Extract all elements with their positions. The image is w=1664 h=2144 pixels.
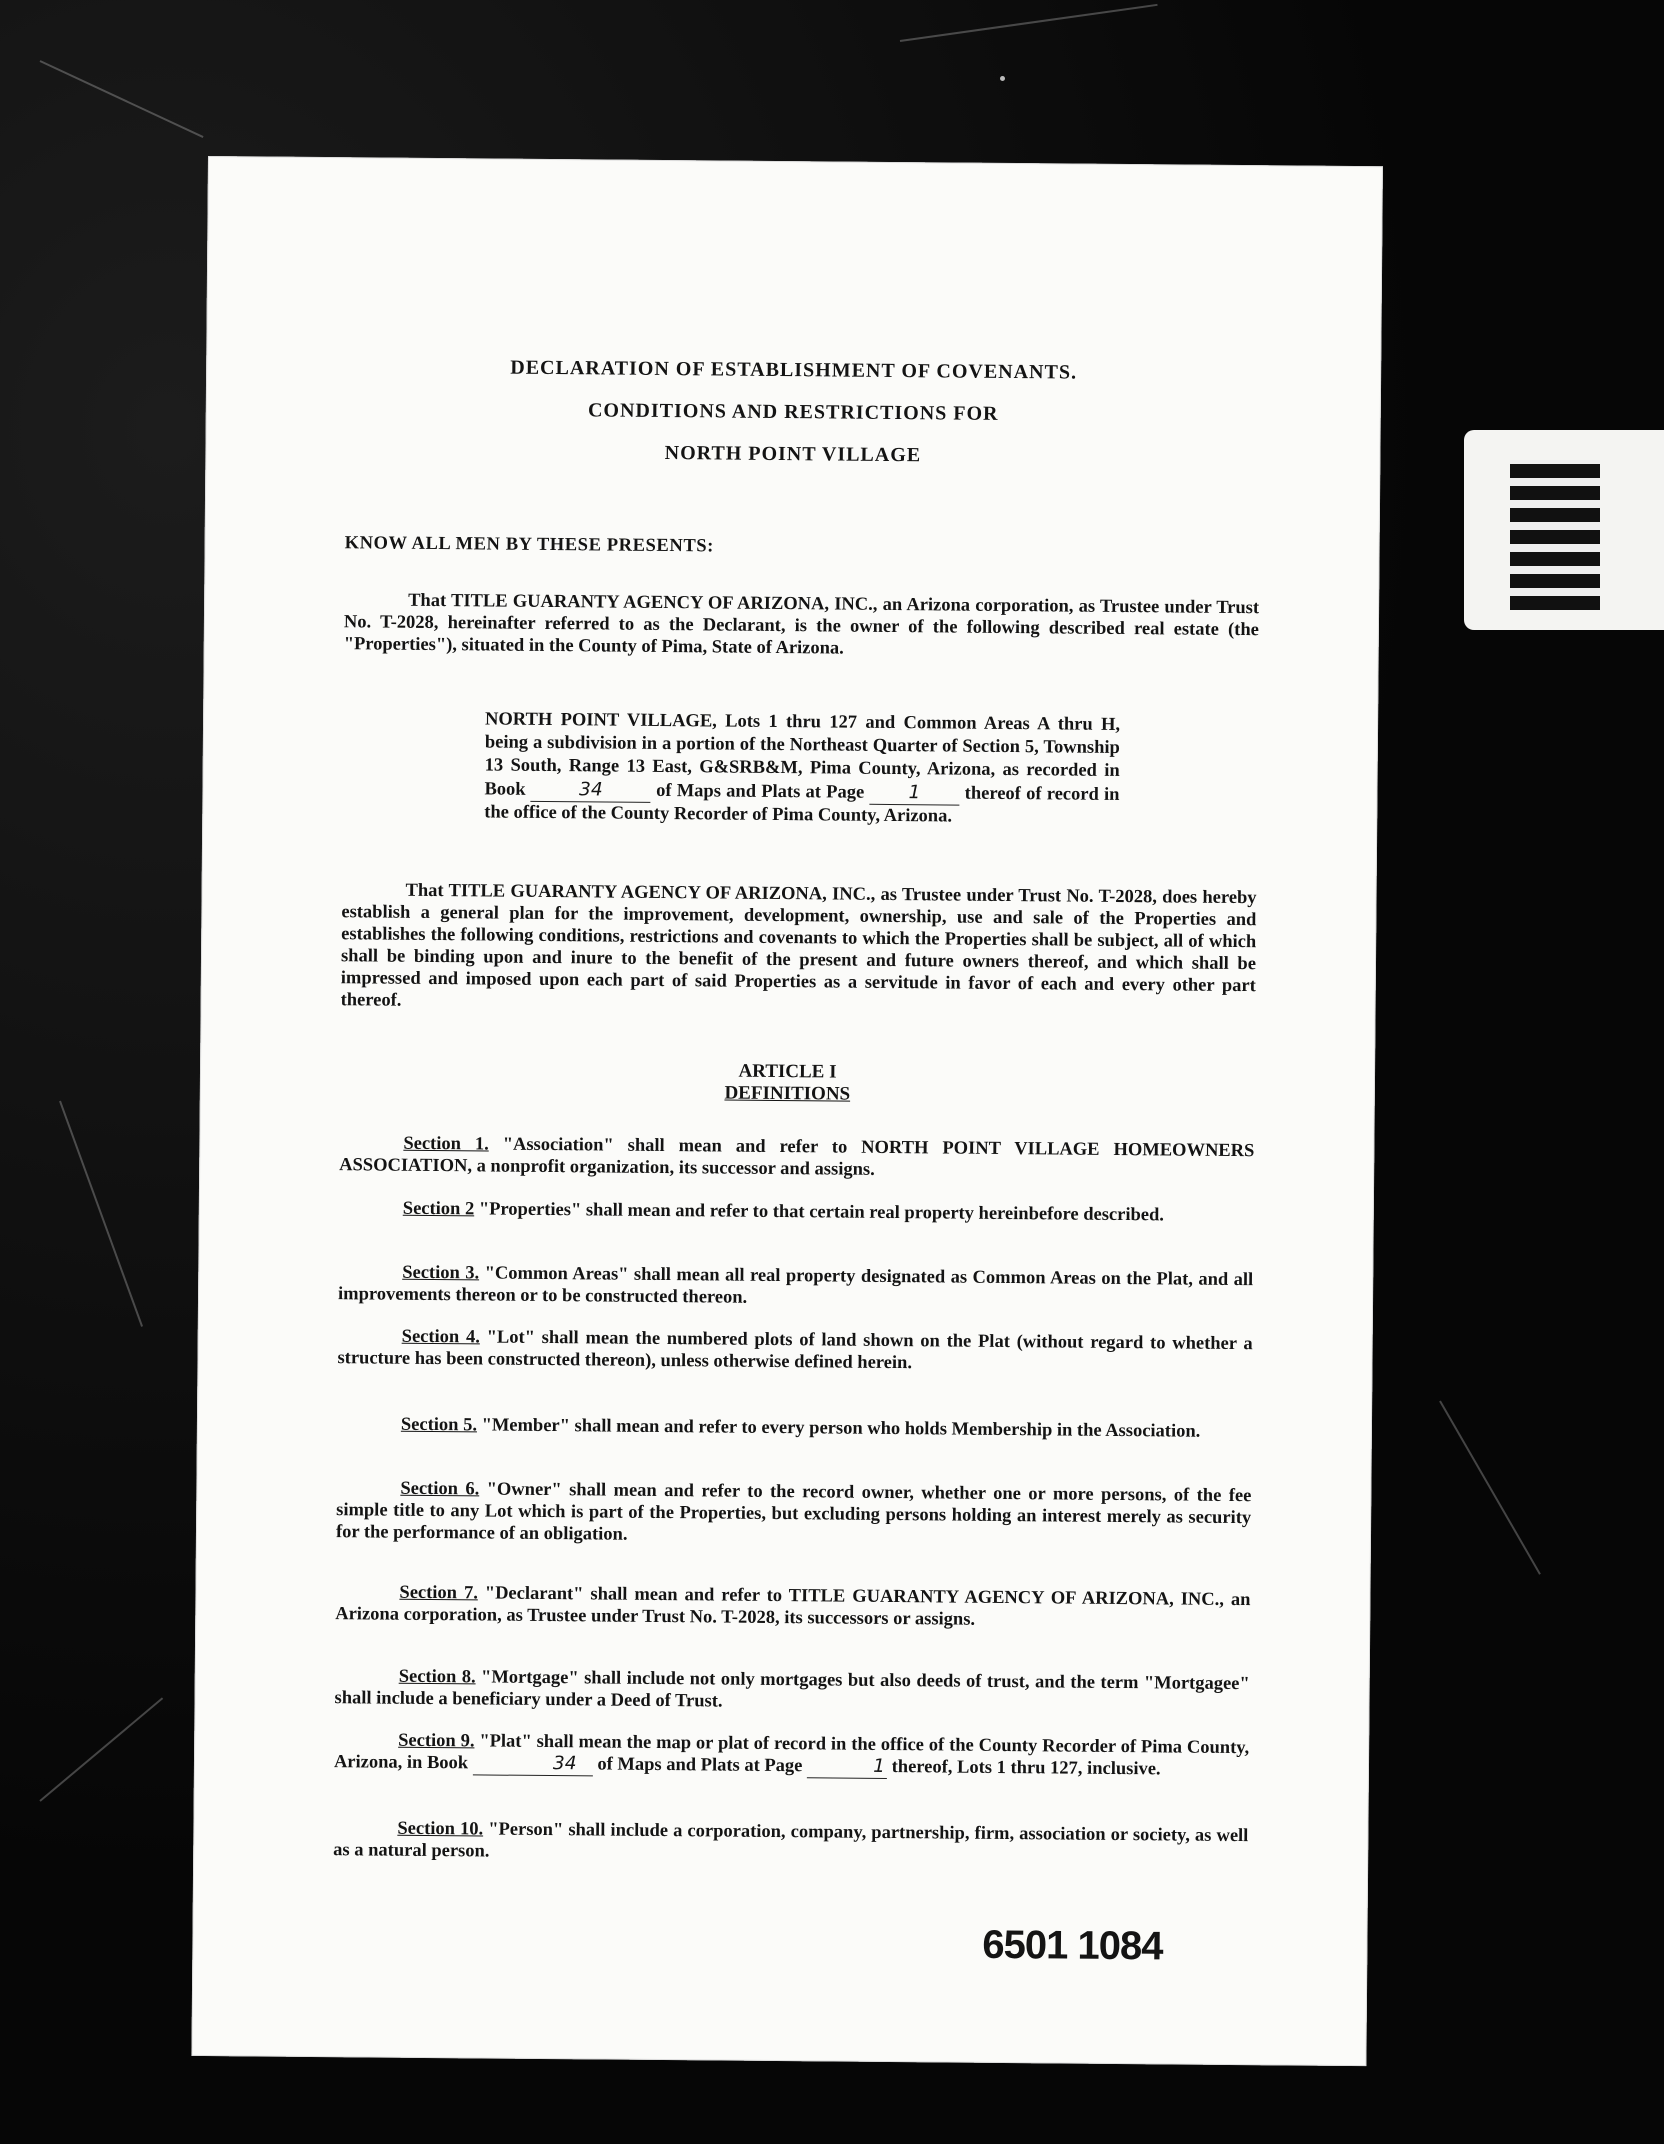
scan-speck — [1000, 76, 1005, 81]
section-1 — [339, 1132, 1254, 1184]
section-7 — [335, 1581, 1250, 1633]
page-number: 1 — [869, 781, 959, 806]
title-line-2: CONDITIONS AND RESTRICTIONS FOR — [587, 399, 999, 425]
legal-text-end: thereof of record in the office of the County Recorder of Pima County, Arizona. — [484, 783, 1120, 827]
section-heading: Section 5. — [400, 1414, 478, 1436]
section-text: "Plat" shall mean the map or plat of record in the office of the County Recorder of Pima County, Arizona, in Book — [333, 1731, 1250, 1774]
article-title: DEFINITIONS — [724, 1082, 851, 1105]
section-text: "Lot" shall mean the numbered plots of land shown on the Plat (without regard to whether a structure has been constructed thereon), unless otherwise defined herein. — [337, 1327, 1253, 1374]
section-9 — [334, 1729, 1249, 1782]
legal-maps-text: of Maps and Plats at Page — [656, 780, 865, 803]
section-10 — [333, 1817, 1248, 1869]
section-heading: Section 4. — [401, 1326, 480, 1348]
general-plan-paragraph: That TITLE GUARANTY AGENCY OF ARIZONA, INC., as Trustee under Trust No. T-2028, does hereby establish a general plan for the improvement, development, ownership, use and sale of the Properties and establishes the following conditions, restrictions and covenants to which the Properties shall be subject, all of which shall be binding upon and inure to the benefit of the present and future owners thereof, and which shall be impressed and imposed upon each part of said Properties as a servitude in favor of each and every other part thereof. — [340, 880, 1257, 1011]
section-5 — [337, 1413, 1252, 1443]
section-text: "Person" shall include a corporation, company, partnership, firm, association or society, as well as a natural person. — [333, 1819, 1249, 1862]
section-heading: Section 2 — [402, 1198, 475, 1220]
section-heading: Section 3. — [402, 1262, 480, 1284]
title-line-1: DECLARATION OF ESTABLISHMENT OF COVENANTS. — [510, 356, 1078, 384]
recording-number: 6501 1084 — [982, 1922, 1163, 1969]
section-text: "Mortgage" shall include not only mortgages but also deeds of trust, and the term "Mortgagee" shall include a beneficiary under a Deed of Trust. — [334, 1667, 1250, 1712]
section-text: thereof, Lots 1 thru 127, inclusive. — [891, 1757, 1161, 1780]
section-3 — [338, 1261, 1253, 1313]
section-8 — [334, 1665, 1249, 1717]
legal-text: NORTH POINT VILLAGE, Lots 1 thru 127 and Common Areas A thru H, being a subdivision in a portion of the Northeast Quarter of Section 5, Township 13 South, Range 13 East, G&SRB&M, Pima County, Arizona, as recorded in Book — [484, 709, 1121, 800]
know-all-heading: KNOW ALL MEN BY THESE PRESENTS: — [344, 533, 715, 557]
section-text: "Common Areas" shall mean all real property designated as Common Areas on the Plat, and all improvements thereon or to be constructed thereon. — [337, 1263, 1254, 1308]
section-text: "Owner" shall mean and refer to the record owner, whether one or more persons, of the fee simple title to any Lot which is part of the Properties, but excluding persons holding an interest merely as security for the performance of an obligation. — [335, 1479, 1252, 1545]
legal-description — [484, 708, 1120, 830]
section-text: "Member" shall mean and refer to every person who holds Membership in the Association. — [476, 1415, 1201, 1442]
section-heading: Section 8. — [398, 1666, 476, 1688]
section-6 — [336, 1477, 1252, 1551]
section-heading: Section 7. — [399, 1582, 478, 1604]
opening-paragraph: That TITLE GUARANTY AGENCY OF ARIZONA, INC., an Arizona corporation, as Trustee under Trust No. T-2028, hereinafter referred to as the Declarant, is the owner of the following described real estate (the "Properties"), situated in the County of Pima, State of Arizona. — [343, 590, 1260, 659]
section-heading: Section 9. — [398, 1730, 475, 1752]
section-text: "Association" shall mean and refer to NORTH POINT VILLAGE HOMEOWNERS ASSOCIATION, a nonprofit organization, its successor and assigns. — [339, 1134, 1255, 1180]
section-text: "Properties" shall mean and refer to that certain real property hereinbefore described. — [474, 1199, 1165, 1226]
section-2 — [339, 1197, 1254, 1227]
book-number: 34 — [531, 778, 651, 803]
article-number: ARTICLE I — [738, 1060, 837, 1083]
section-heading: Section 6. — [400, 1478, 480, 1500]
section-heading: Section 10. — [397, 1818, 484, 1840]
section-4 — [337, 1325, 1252, 1377]
page-number: 1 — [807, 1755, 887, 1779]
section-text: "Declarant" shall mean and refer to TITLE GUARANTY AGENCY OF ARIZONA, INC., an Arizona corporation, as Trustee under Trust No. T-2028, its successors or assigns. — [335, 1583, 1251, 1630]
section-text: of Maps and Plats at Page — [597, 1754, 803, 1777]
section-heading: Section 1. — [403, 1133, 489, 1155]
tab-marking — [1510, 460, 1600, 610]
book-number: 34 — [473, 1752, 593, 1776]
document-page — [191, 156, 1383, 2066]
title-line-3: NORTH POINT VILLAGE — [664, 441, 922, 467]
